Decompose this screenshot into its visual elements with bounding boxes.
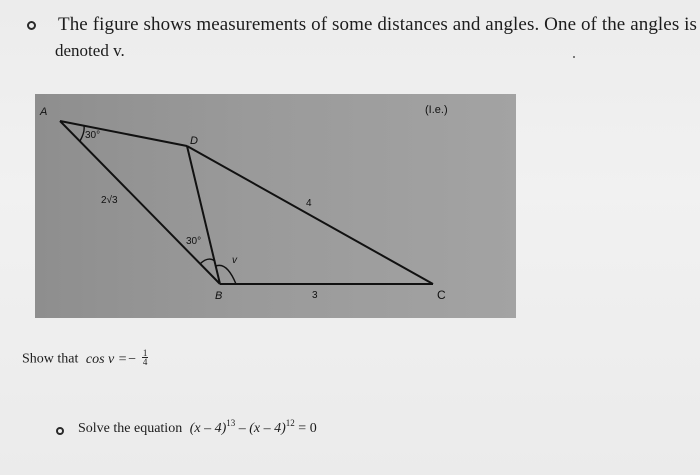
task-show-prefix: Show that — [22, 351, 79, 367]
equation-minus: – — [238, 421, 246, 436]
bullet-1 — [27, 21, 36, 30]
segment-DC — [187, 146, 433, 284]
segment-AD — [60, 121, 187, 146]
task-show-expression: cos v =− — [85, 351, 137, 367]
equation-rhs: = 0 — [298, 421, 317, 436]
point-C-label: C — [437, 288, 446, 302]
equation-term-2: (x – 4) — [249, 421, 286, 436]
geometry-figure — [35, 94, 516, 318]
side-DC-label: 4 — [306, 198, 312, 209]
task-show-cos — [22, 348, 148, 368]
triangle-diagram — [35, 94, 516, 318]
equation-exponent-1: 13 — [226, 418, 236, 428]
angle-arc-A — [80, 126, 84, 141]
fraction-one-quarter — [142, 349, 148, 366]
question-intro-line-2: denoted v. — [55, 41, 125, 60]
angle-B-label: 30° — [186, 236, 202, 247]
fraction-numerator: 1 — [142, 348, 148, 358]
side-AB-label: 2√3 — [101, 195, 118, 206]
figure-tag: (I.e.) — [425, 104, 448, 116]
angle-A-label: 30° — [85, 130, 101, 141]
angle-v-label: v — [232, 255, 237, 266]
equation-exponent-2: 12 — [285, 418, 295, 428]
equation-term-1: (x – 4) — [189, 421, 227, 436]
angle-arc-B-left — [200, 259, 215, 264]
point-B-label: B — [215, 290, 223, 302]
segment-DB — [187, 146, 220, 284]
task-solve-prefix: Solve the equation — [78, 421, 183, 436]
point-A-label: A — [40, 106, 48, 118]
bullet-2 — [56, 427, 64, 435]
task-solve-equation — [78, 418, 317, 437]
stray-dot — [573, 56, 575, 58]
point-D-label: D — [190, 135, 198, 147]
side-BC-label: 3 — [312, 290, 318, 301]
fraction-denominator: 4 — [142, 357, 148, 367]
question-intro-line-1: The figure shows measurements of some distances and angles. One of the angles is — [58, 14, 698, 35]
